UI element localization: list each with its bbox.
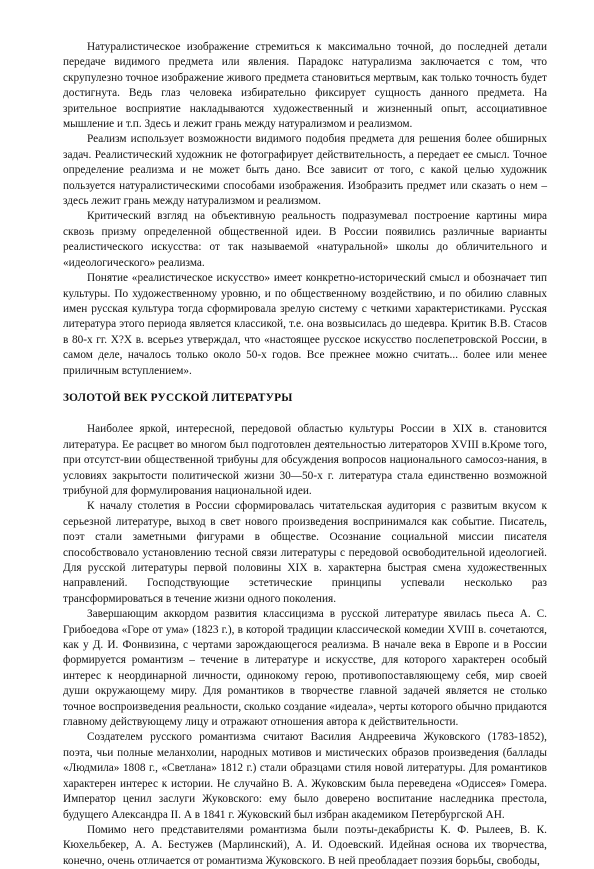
paragraph-realistic-art: Понятие «реалистическое искусство» имеет конкретно-исторический смысл и обозначает тип культуры. По художественному уровню, и по общественному воздействию, и по обилию славных имен русская культура тогда сформировала зрелую систему с четкими характеристиками. Русская литература этого периода является классикой, т.е. она возвысилась до шедевра. Критик В.В. Стасов в 80-х гг. Х?Х в. всерьез утверждал, что «настоящее русское искусство послепетровской России, в самом деле, началось только около 50-х годов. Все прежнее можно считать... более или менее приличным вступлением».	[63, 272, 547, 377]
paragraph-zhukovsky: Создателем русского романтизма считают Василия Андреевича Жуковского (1783-1852), поэта, чьи полные меланхолии, народных мотивов и мистических образов произведения (баллады «Людмила» 1808 г., «Светлана» 1812 г.) стали образцами стиля новой литературы. Для романтиков характерен интерес к истории. Не случайно В. А. Жуковским была переведена «Одиссея» Гомера. Император ценил заслуги Жуковского: ему было доверено воспитание наследника престола, будущего Александра II. А в 1841 г. Жуковский был избран академиком Петербургской АН.	[63, 731, 547, 821]
paragraph-literature-rise: Наиболее яркой, интересной, передовой областью культуры России в XIX в. становится литература. Ее расцвет во многом был подготовлен деятельностью литераторов XVIII в.Кроме того, при отсутст-вии общественной трибуны для обсуждения вопросов национального самосоз-нания, в условиях закрытости политической жизни 30—50-х г. литература стала единственно возможной трибуной для формулирования национальной идеи.	[63, 423, 547, 497]
paragraph-naturalism: Натуралистическое изображение стремиться к максимально точной, до последней детали передаче видимого предмета или явления. Парадокс натурализма заключается с том, что скрупулезно точное изображение живого предмета становиться мертвым, как только точность будет достигнута. Ведь глаз человека избирательно фиксирует сущность данного предмета. На зрительное восприятие накладываются художественный и жизненный опыт, ассоциативное мышление и т.п. Здесь и лежит грань между натурализмом и реализмом.	[63, 41, 547, 131]
paragraph-decembrist-poets: Помимо него представителями романтизма были поэты-декабристы К. Ф. Рылеев, В. К. Кюхельбекер, А. А. Бестужев (Марлинский), А. И. Одоевский. Идейная основа их творчества, конечно, очень отличается от романтизма Жуковского. В ней преобладает поэзия борьбы, свободы,	[63, 823, 547, 867]
section-heading: ЗОЛОТОЙ ВЕК РУССКОЙ ЛИТЕРАТУРЫ	[63, 391, 293, 404]
paragraph-critical-view: Критический взгляд на объективную реальность подразумевал построение картины мира сквозь призму определенной общественной идеи. В России появились различные варианты реалистического искусства: от так называемой «натуральной» школы до обличительного и «идеологического» реализма.	[63, 210, 547, 269]
paragraph-reading-audience: К началу столетия в России сформировалась читательская аудитория с развитым вкусом к серьезной литературе, выход в свет нового произведения воспринимался как событие. Писатель, поэт стали заметными фигурами в обществе. Осознание социальной миссии писателя способствовало установлению тесной связи литературы с передовой освободительной идеологией. Для русской литературы первой половины XIX в. характерна быстрая смена художественных направлений. Господствующие эстетические принципы успевали несколько раз трансформироваться в течение жизни одного поколения.	[63, 500, 547, 605]
paragraph-realism: Реализм использует возможности видимого подобия предмета для решения более обширных задач. Реалистический художник не фотографирует действительность, а передает ее смысл. Точное определение реализма и не может быть дано. Все зависит от того, с какой целью художник пользуется натуралистическими способами изображения. Изобразить предмет или сказать о нем – здесь лежит грань между натурализмом и реализмом.	[63, 133, 547, 208]
paragraph-classicism-romanticism: Завершающим аккордом развития классицизма в русской литературе явилась пьеса А. С. Грибоедова «Горе от ума» (1823 г.), в которой традиции классической комедии XVIII в. сочетаются, как у Д. И. Фонвизина, с чертами зарождающегося реализма. В начале века в Европе и в России формируется романтизм – течение в литературе и искусстве, для которого характерен особый интерес к неординарной личности, одинокому герою, противопоставляющему себя, мир своей души окружающему миру. Для романтиков в творчестве главной задачей является не столько точное воспроизведения реальности, сколько создание «идеала», черты которого обычно придаются главному действующему лицу и отражают отношения автора к действительности.	[63, 608, 547, 729]
golden-age-section	[63, 422, 547, 869]
realism-section	[63, 40, 547, 379]
